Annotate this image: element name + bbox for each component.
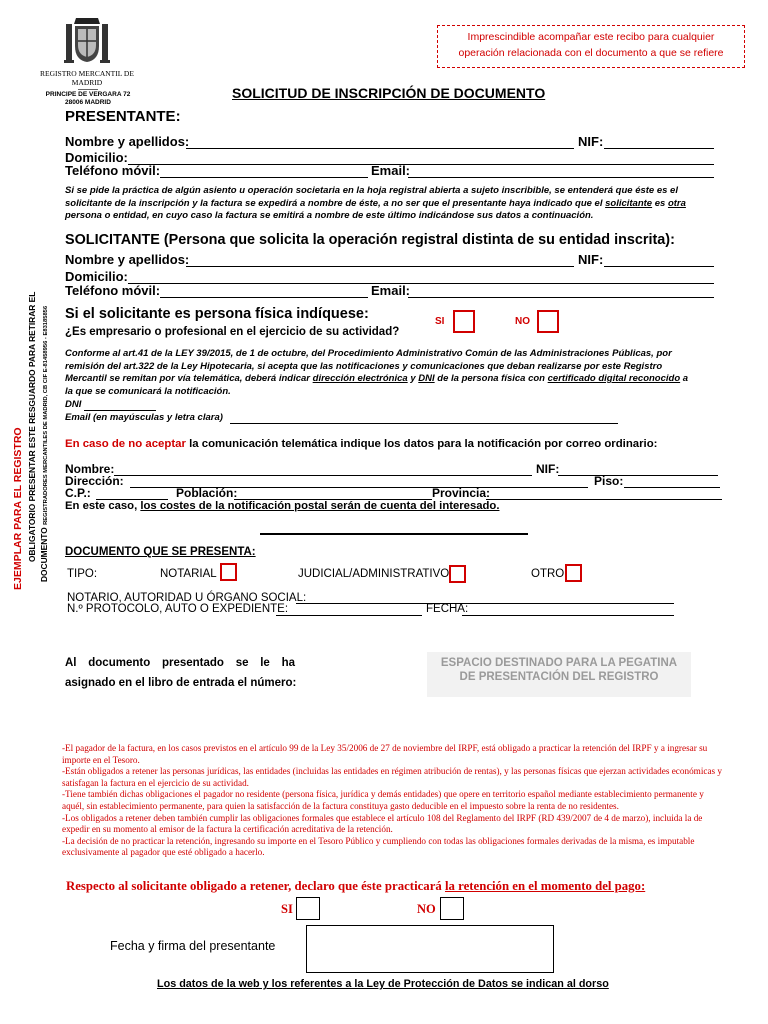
retener-text: Respecto al solicitante obligado a retener, declaro que éste practicará la retención en el momento del pago: — [66, 879, 646, 893]
no-acepta-text: En caso de no aceptar la comunicación telemática indique los datos para la notificación por correo ordinario: — [65, 438, 658, 450]
piso-label: Piso: — [594, 474, 624, 488]
page-title: SOLICITUD DE INSCRIPCIÓN DE DOCUMENTO — [232, 85, 546, 101]
solicitante-heading: SOLICITANTE (Persona que solicita la operación registral distinta de su entidad inscrita): — [65, 232, 675, 248]
notario-field[interactable] — [296, 603, 674, 604]
notario-label: NOTARIO, AUTORIDAD U ÓRGANO SOCIAL: — [67, 592, 307, 604]
nombre-label: Nombre: — [65, 462, 115, 476]
dni-label: DNI — [65, 399, 82, 410]
persona-si-checkbox[interactable] — [453, 310, 475, 333]
side-documento: DOCUMENTO REGISTRADORES MERCANTILES DE MADRID, CB CIF E-81458956 - E83185856 — [39, 305, 49, 582]
solicitante-domicilio-label: Domicilio: — [65, 269, 128, 284]
presentante-heading: PRESENTANTE: — [65, 108, 181, 125]
retener-si-checkbox[interactable] — [296, 897, 320, 920]
solicitante-nif-field[interactable] — [604, 266, 714, 267]
presentante-note-line-3: persona o entidad, en cuyo caso la factura se emitirá a nombre de este último indicándose sus datos a continuación. — [65, 210, 594, 221]
fecha-doc-field[interactable] — [462, 615, 674, 616]
direccion-label: Dirección: — [65, 474, 124, 488]
presentante-nif-field[interactable] — [604, 148, 714, 149]
empresario-question: ¿Es empresario o profesional en el ejercicio de su actividad? — [65, 326, 400, 338]
protocolo-label: N.º PROTOCOLO, AUTO O EXPEDIENTE: — [67, 603, 289, 615]
otro-label: OTRO — [531, 568, 565, 580]
notice-line-2: operación relacionada con el documento a que se refiere — [458, 47, 724, 59]
provincia-label: Provincia: — [432, 486, 491, 500]
email-clara-field[interactable] — [230, 423, 618, 424]
solicitante-email-field[interactable] — [408, 297, 714, 298]
presentante-telefono-label: Teléfono móvil: — [65, 163, 161, 178]
solicitante-domicilio-field[interactable] — [128, 283, 714, 284]
retener-si-label: SI — [281, 902, 293, 916]
presentante-email-label: Email: — [371, 163, 411, 178]
dni-field[interactable] — [84, 410, 156, 411]
legal-item-4: -Los obligados a retener deben también cumplir las obligaciones formales que establece el artículo 108 del Reglamento del IRPF (RD 439/2007 de 4 de marzo), incluida la de expedir en su momento al emisor de la factura la certificación acreditativa de la retención. — [62, 812, 703, 835]
persona-fisica-heading: Si el solicitante es persona física indíquese: — [65, 306, 369, 322]
presentante-nif-label: NIF: — [578, 134, 604, 149]
presentante-note-line-2: solicitante de la inscripción y la factura se expedirá a nombre de éste, a no ser que el presentante haya indicado que el solicitante es otra — [65, 197, 686, 209]
presentante-telefono-field[interactable] — [160, 177, 368, 178]
persona-no-checkbox[interactable] — [537, 310, 559, 333]
sticker-line-2: DE PRESENTACIÓN DEL REGISTRO — [459, 671, 659, 683]
otro-checkbox[interactable] — [565, 564, 582, 582]
presentante-note — [65, 185, 725, 223]
solicitante-email-label: Email: — [371, 283, 411, 298]
firma-box[interactable] — [306, 925, 554, 973]
conforme-line-2: remisión del art.322 de la Ley Hipotecaria, si acepta que las notificaciones y comunicaciones que deban realizarse por este Registro — [65, 360, 663, 372]
sticker-area — [427, 652, 691, 697]
retener-no-label: NO — [417, 902, 436, 916]
retener-no-checkbox[interactable] — [440, 897, 464, 920]
persona-no-label: NO — [515, 316, 530, 327]
solicitante-telefono-field[interactable] — [160, 297, 368, 298]
side-obligatorio: OBLIGATORIO PRESENTAR ESTE RESGUARDO PARA RETIRAR EL — [27, 291, 37, 562]
side-ejemplar: EJEMPLAR PARA EL REGISTRO — [12, 427, 24, 590]
presentante-name-field[interactable] — [186, 148, 574, 149]
presentante-note-line-1: Si se pide la práctica de algún asiento u operación societaria en la hoja registral abierta a sujeto inscribible, se entenderá que éste es el — [65, 185, 678, 196]
documento-heading: DOCUMENTO QUE SE PRESENTA: — [65, 546, 256, 558]
email-clara-label: Email (en mayúsculas y letra clara) — [65, 412, 223, 423]
judicial-label: JUDICIAL/ADMINISTRATIVO — [298, 568, 450, 580]
solicitante-name-field[interactable] — [186, 266, 574, 267]
tipo-label: TIPO: — [67, 568, 98, 580]
coat-of-arms-logo — [62, 14, 112, 66]
registry-name: REGISTRO MERCANTIL DE MADRID — [40, 69, 134, 87]
presentante-domicilio-field[interactable] — [128, 164, 714, 165]
asiento-line-2: asignado en el libro de entrada el número: — [65, 677, 297, 689]
protocolo-field[interactable] — [276, 615, 422, 616]
notice-line-1: Imprescindible acompañar este recibo para cualquier — [467, 31, 715, 43]
presentante-name-label: Nombre y apellidos: — [65, 134, 190, 149]
legal-item-2: -Están obligados a retener las personas jurídicas, las entidades (incluidas las entidades en régimen atribución de rentas), y las personas físicas que ejerzan actividades económicas y satisfagan la factura en el ejercicio de su actividad. — [62, 766, 722, 788]
legal-item-3: -Tiene también dichas obligaciones el pagador no residente (persona física, jurídica y demás entidades) que opere en territorio español mediante establecimiento permanente y aquél, sin establecimiento permanente, para quien la satisfacción de la factura constituya gasto deducible en el impuesto sobre la renta de no residentes. — [62, 789, 704, 811]
solicitante-nif-label: NIF: — [578, 252, 604, 267]
legal-item-1: -El pagador de la factura, en los casos previstos en el artículo 99 de la Ley 35/2006 de 27 de noviembre del IRPF, está obligado a practicar la retención del IRPF y a ingresar su importe en el Tesoro. — [62, 743, 708, 765]
conforme-line-4: la que se comunicará la notificación. — [65, 385, 231, 397]
fecha-doc-label: FECHA: — [426, 603, 469, 615]
presentante-name-row — [65, 134, 189, 149]
notarial-checkbox[interactable] — [220, 563, 237, 581]
costes-text: En este caso, los costes de la notificación postal serán de cuenta del interesado. — [65, 500, 500, 512]
solicitante-telefono-label: Teléfono móvil: — [65, 283, 161, 298]
separator-line — [260, 533, 528, 535]
persona-si-label: SI — [435, 316, 445, 327]
conforme-note — [65, 348, 735, 398]
solicitante-name-label: Nombre y apellidos: — [65, 252, 190, 267]
registry-address-2: 28006 MADRID — [65, 99, 111, 106]
legal-text — [62, 743, 722, 859]
nif-field[interactable] — [558, 475, 718, 476]
asiento-line-1: Al documento presentado se le ha — [65, 657, 295, 669]
registry-separator — [78, 89, 98, 90]
notice-box — [437, 25, 745, 68]
footer-text: Los datos de la web y los referentes a la Ley de Protección de Datos se indican al dorso — [157, 978, 609, 990]
nif-label: NIF: — [536, 462, 560, 476]
piso-field[interactable] — [624, 487, 720, 488]
presentante-domicilio-label: Domicilio: — [65, 150, 128, 165]
conforme-line-1: Conforme al art.41 de la LEY 39/2015, de 1 de octubre, del Procedimiento Administrativo Común de las Administraciones Públicas, por — [65, 348, 672, 359]
sticker-line-1: ESPACIO DESTINADO PARA LA PEGATINA — [440, 657, 678, 669]
registry-address-1: PRINCIPE DE VERGARA 72 — [45, 91, 131, 98]
notarial-label: NOTARIAL — [160, 568, 217, 580]
judicial-checkbox[interactable] — [449, 565, 466, 583]
firma-label: Fecha y firma del presentante — [110, 939, 276, 953]
presentante-email-field[interactable] — [408, 177, 714, 178]
poblacion-label: Población: — [176, 486, 238, 500]
provincia-field[interactable] — [486, 499, 722, 500]
nombre-field[interactable] — [114, 475, 532, 476]
legal-item-5: -La decisión de no practicar la retención, ingresando su importe en el Tesoro Público y cumpliendo con todas las obligaciones formales derivadas de la misma, es imputable exclusivamente al pagador que esté obligado a hacerlo. — [62, 835, 695, 858]
conforme-line-3: Mercantil se remitan por vía telemática, deberá indicar dirección electrónica y DNI de la persona física con certificado digital reconocido a — [65, 373, 689, 384]
cp-label: C.P.: — [65, 486, 91, 500]
